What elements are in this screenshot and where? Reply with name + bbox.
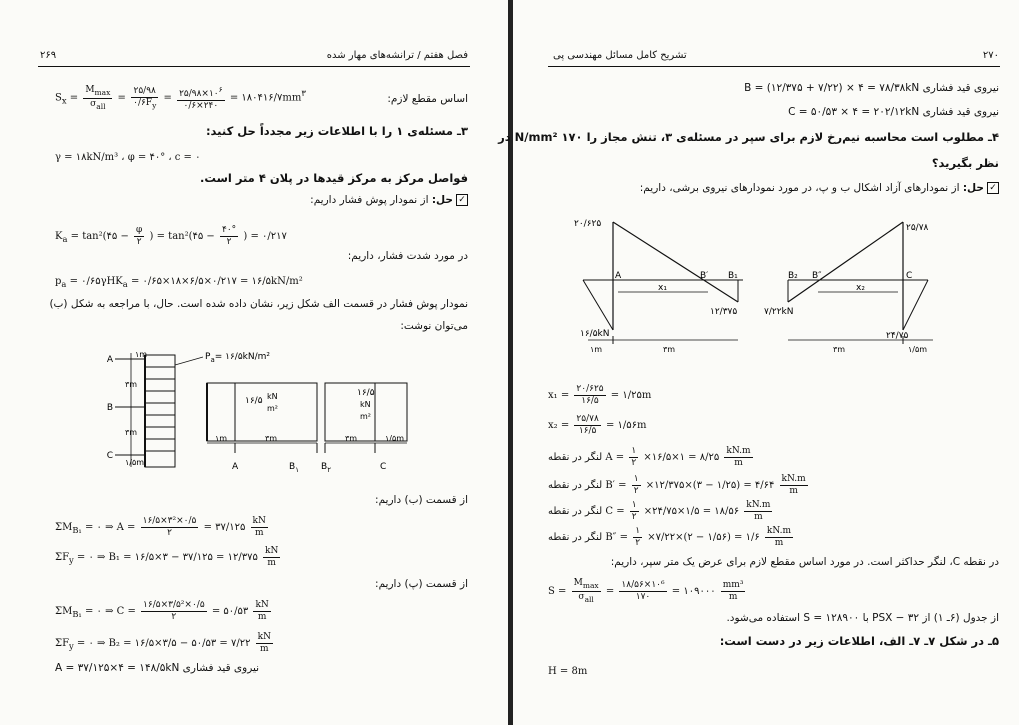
table-reference-text: از جدول (۶ـ ۱) از PSX − ۳۲ با S = ۱۲۸۹۰۰ استفاده می‌شود. [726,612,999,624]
dim-3m-a: ۳m [125,380,138,389]
x1-equation: x₁ = $\frac{۲۰/۶۲۵}{۱۶/۵}$ = ۱/۲۵m [548,384,652,406]
moment-b2-equation: $\Sigma M_{B_1}$ = ۰ ⇒ C = $\frac{\text{۱۶/۵×۳/۵²×۰/۵}}{۲}$ = ۵۰/۵۳ $\frac{kN}{m}$ [55,600,269,622]
pressure-envelope-diagram [95,345,435,480]
force-y-equation-2: $\Sigma F_y$ = ۰ ⇒ B₂ = ۱۶/۵×۳/۵ − ۵۰/۵۳ = ۷/۲۲ $\frac{kN}{m}$ [55,632,271,654]
section-modulus-label: اساس مقطع لازم: [387,93,468,105]
running-header: فصل هفتم / ترانشه‌های مهار شده [326,50,468,61]
solution-line: ✓حل: از نمودارهای آزاد اشکال ب و پ، در مورد نمودارهای نیروی برشی، داریم: [640,182,999,194]
b-label-b1: $B_۱$ [289,462,299,474]
c-load: ۱۶/۵ [357,388,375,398]
shear-label-bdouble: B″ [812,271,822,281]
dim-1m: ۱m [135,350,148,359]
v2-left: ۷/۲۲kN [764,307,794,317]
check-icon: ✓ [456,194,468,206]
shear-label-a: A [615,271,622,281]
x1-dim: x₁ [658,283,667,293]
problem-5-heading: ۵ـ در شکل ۷ـ ۷ـ الف، اطلاعات زیر در دست است: [719,634,999,648]
problem-4-line-2: نظر بگیرید؟ [931,156,999,170]
shear-label-c: C [906,271,913,281]
x2-equation: x₂ = $\frac{۲۵/۷۸}{۱۶/۵}$ = ۱/۵۶m [548,414,647,436]
dim-15m: ۱/۵m [125,458,145,467]
b-unit-num: kN [267,392,278,401]
paragraph-line-2: می‌توان نوشت: [400,320,468,332]
strut-b-force: نیروی قید فشاری B = (۱۲/۳۷۵ + ۷/۲۲) × ۴ = ۷۸/۳۸kN [744,82,999,94]
required-section-equation: S = $\frac{M_{max}}{\sigma_{all}}$ = $\frac{\text{۱۸/۵۶×۱۰⁶}}{۱۷۰}$ = ۱۰۹۰۰۰ $\frac{\text{mm³}}{m}$ [548,578,744,604]
v2-top: ۲۵/۷۸ [906,223,929,233]
part-p-intro: از قسمت (پ) داریم: [375,578,468,590]
b-unit-den: m² [267,404,278,413]
moment-bdouble-equation: لنگر در نقطه B″ = $\frac{۱}{۲}$ ×۷/۲۲×(۲ − ۱/۵۶) = ۱/۶ $\frac{kN.m}{m}$ [548,526,792,548]
pa-equation: $p_a$ = ۰/۶۵γHK$_a$ = ۰/۶۵×۱۸×۶/۵×۰/۲۱۷ = ۱۶/۵kN/m² [55,276,303,289]
section-modulus-equation: $S_x$ = $\frac{M_{max}}{\sigma_{all}}$ = $\frac{۲۵/۹۸}{۰/۶F_y}$ = $\frac{۲۵/۹۸\times ۱۰^۶}{۰/۶\times ۲۴۰}$ = $۱۸۰۴۱۶/۷mm^۳$ [55,84,306,111]
dim-1m: ۱m [590,345,603,354]
shear-force-diagrams [568,212,988,362]
problem-4-line-1: ۴ـ مطلوب است محاسبه نیم‌رخ لازم برای سپر در مسئله‌ی ۳، تنش مجاز را ۱۷۰ N/mm² در [498,130,999,144]
v1-top: ۲۰/۶۲۵ [574,219,602,229]
header-rule [548,66,1000,67]
dim-3m: ۳m [663,345,676,354]
b-load: ۱۶/۵ [245,396,263,406]
page-number: ۲۷۰ [982,50,999,61]
moment-b1-equation: $\Sigma M_{B_1}$ = ۰ ⇒ A = $\frac{\text{۱۶/۵×۳²×۰/۵}}{۲}$ = ۳۷/۱۲۵ $\frac{kN}{m}$ [55,516,266,538]
label-c: C [106,451,113,461]
c-dim-15m: ۱/۵m [385,434,405,443]
v1-bot: ۱۲/۳۷۵ [710,307,738,317]
dim2-3m: ۳m [833,345,846,354]
c-label-c: C [380,462,387,472]
shear-label-b2: B₂ [788,271,798,281]
c-label-b2: $B_۲$ [321,462,331,474]
diagram-a-envelope [115,353,203,467]
b-label-a: A [232,462,239,472]
pressure-intro: در مورد شدت فشار، داریم: [347,250,468,262]
label-a: A [106,355,113,365]
strut-c-force: نیروی قید فشاری C = ۵۰/۵۳ × ۴ = ۲۰۲/۱۲kN [788,106,999,118]
problem-3-parameters: γ = ۱۸kN/m³ ، φ = ۴۰° ، c = ۰ [55,152,201,163]
v1-a-bot: ۱۶/۵kN [580,329,610,339]
pa-label: $P_a=$ ۱۶/۵kN/m² [205,352,271,364]
right-page [498,0,1019,725]
strut-spacing-text: فواصل مرکز به مرکز قیدها در پلان ۴ متر است. [200,171,468,185]
ka-equation: $K_a$ = tan²(۴۵ − $\frac{\varphi}{۲}$ ) = tan²(۴۵ − $\frac{۴۰^\circ}{۲}$ ) = ۰/۲۱۷ [55,225,287,247]
b-dim-3m: ۳m [265,434,278,443]
max-moment-text: در نقطه C، لنگر حداکثر است. در مورد اساس مقطع لازم برای عرض یک متر سپر، داریم: [610,556,999,568]
check-icon: ✓ [987,182,999,194]
x2-dim: x₂ [856,283,865,293]
h-equation: H = 8m [548,666,588,677]
c-dim-3m: ۳m [345,434,358,443]
c-unit-den: m² [360,412,371,421]
shear-label-b1: B₁ [728,271,738,281]
problem-3-heading: ۳ـ مسئله‌ی ۱ را با اطلاعات زیر مجدداً حل کنید: [205,124,468,138]
v2-bot: ۲۴/۷۵ [886,331,909,341]
force-y-equation-1: $\Sigma F_y$ = ۰ ⇒ B₁ = ۱۶/۵×۳ − ۳۷/۱۲۵ = ۱۲/۳۷۵ $\frac{kN}{m}$ [55,546,279,568]
part-b-intro: از قسمت (ب) داریم: [375,494,468,506]
moment-a-equation: لنگر در نقطه A = $\frac{۱}{۲}$ ×۱۶/۵×۱ = ۸/۲۵ $\frac{kN.m}{m}$ [548,446,751,468]
b-dim-1m: ۱m [215,434,228,443]
page-number: ۲۶۹ [40,50,57,61]
moment-bprime-equation: لنگر در نقطه B′ = $\frac{۱}{۲}$ ×۱۲/۳۷۵×(۳ − ۱/۲۵) = ۴/۶۴ $\frac{kN.m}{m}$ [548,474,806,496]
label-b: B [106,403,113,413]
c-unit-num: kN [360,400,371,409]
shear-label-bprime: B′ [700,271,709,281]
running-header: تشریح کامل مسائل مهندسی پی [553,50,687,61]
strut-a-force: نیروی قید فشاری A = ۳۷/۱۲۵×۴ = ۱۴۸/۵kN [55,662,260,674]
left-page [0,0,508,725]
solution-line: ✓حل: از نمودار پوش فشار داریم: [310,194,468,206]
paragraph-line-1: نمودار پوش فشار در قسمت الف شکل زیر، نشان داده شده است. حال، با مراجعه به شکل (ب) [49,298,468,310]
dim2-15m: ۱/۵m [908,345,928,354]
dim-3m-b: ۳m [125,428,138,437]
header-rule [38,66,470,67]
moment-c-equation: لنگر در نقطه C = $\frac{۱}{۲}$ ×۲۴/۷۵×۱/۵ = ۱۸/۵۶ $\frac{kN.m}{m}$ [548,500,771,522]
